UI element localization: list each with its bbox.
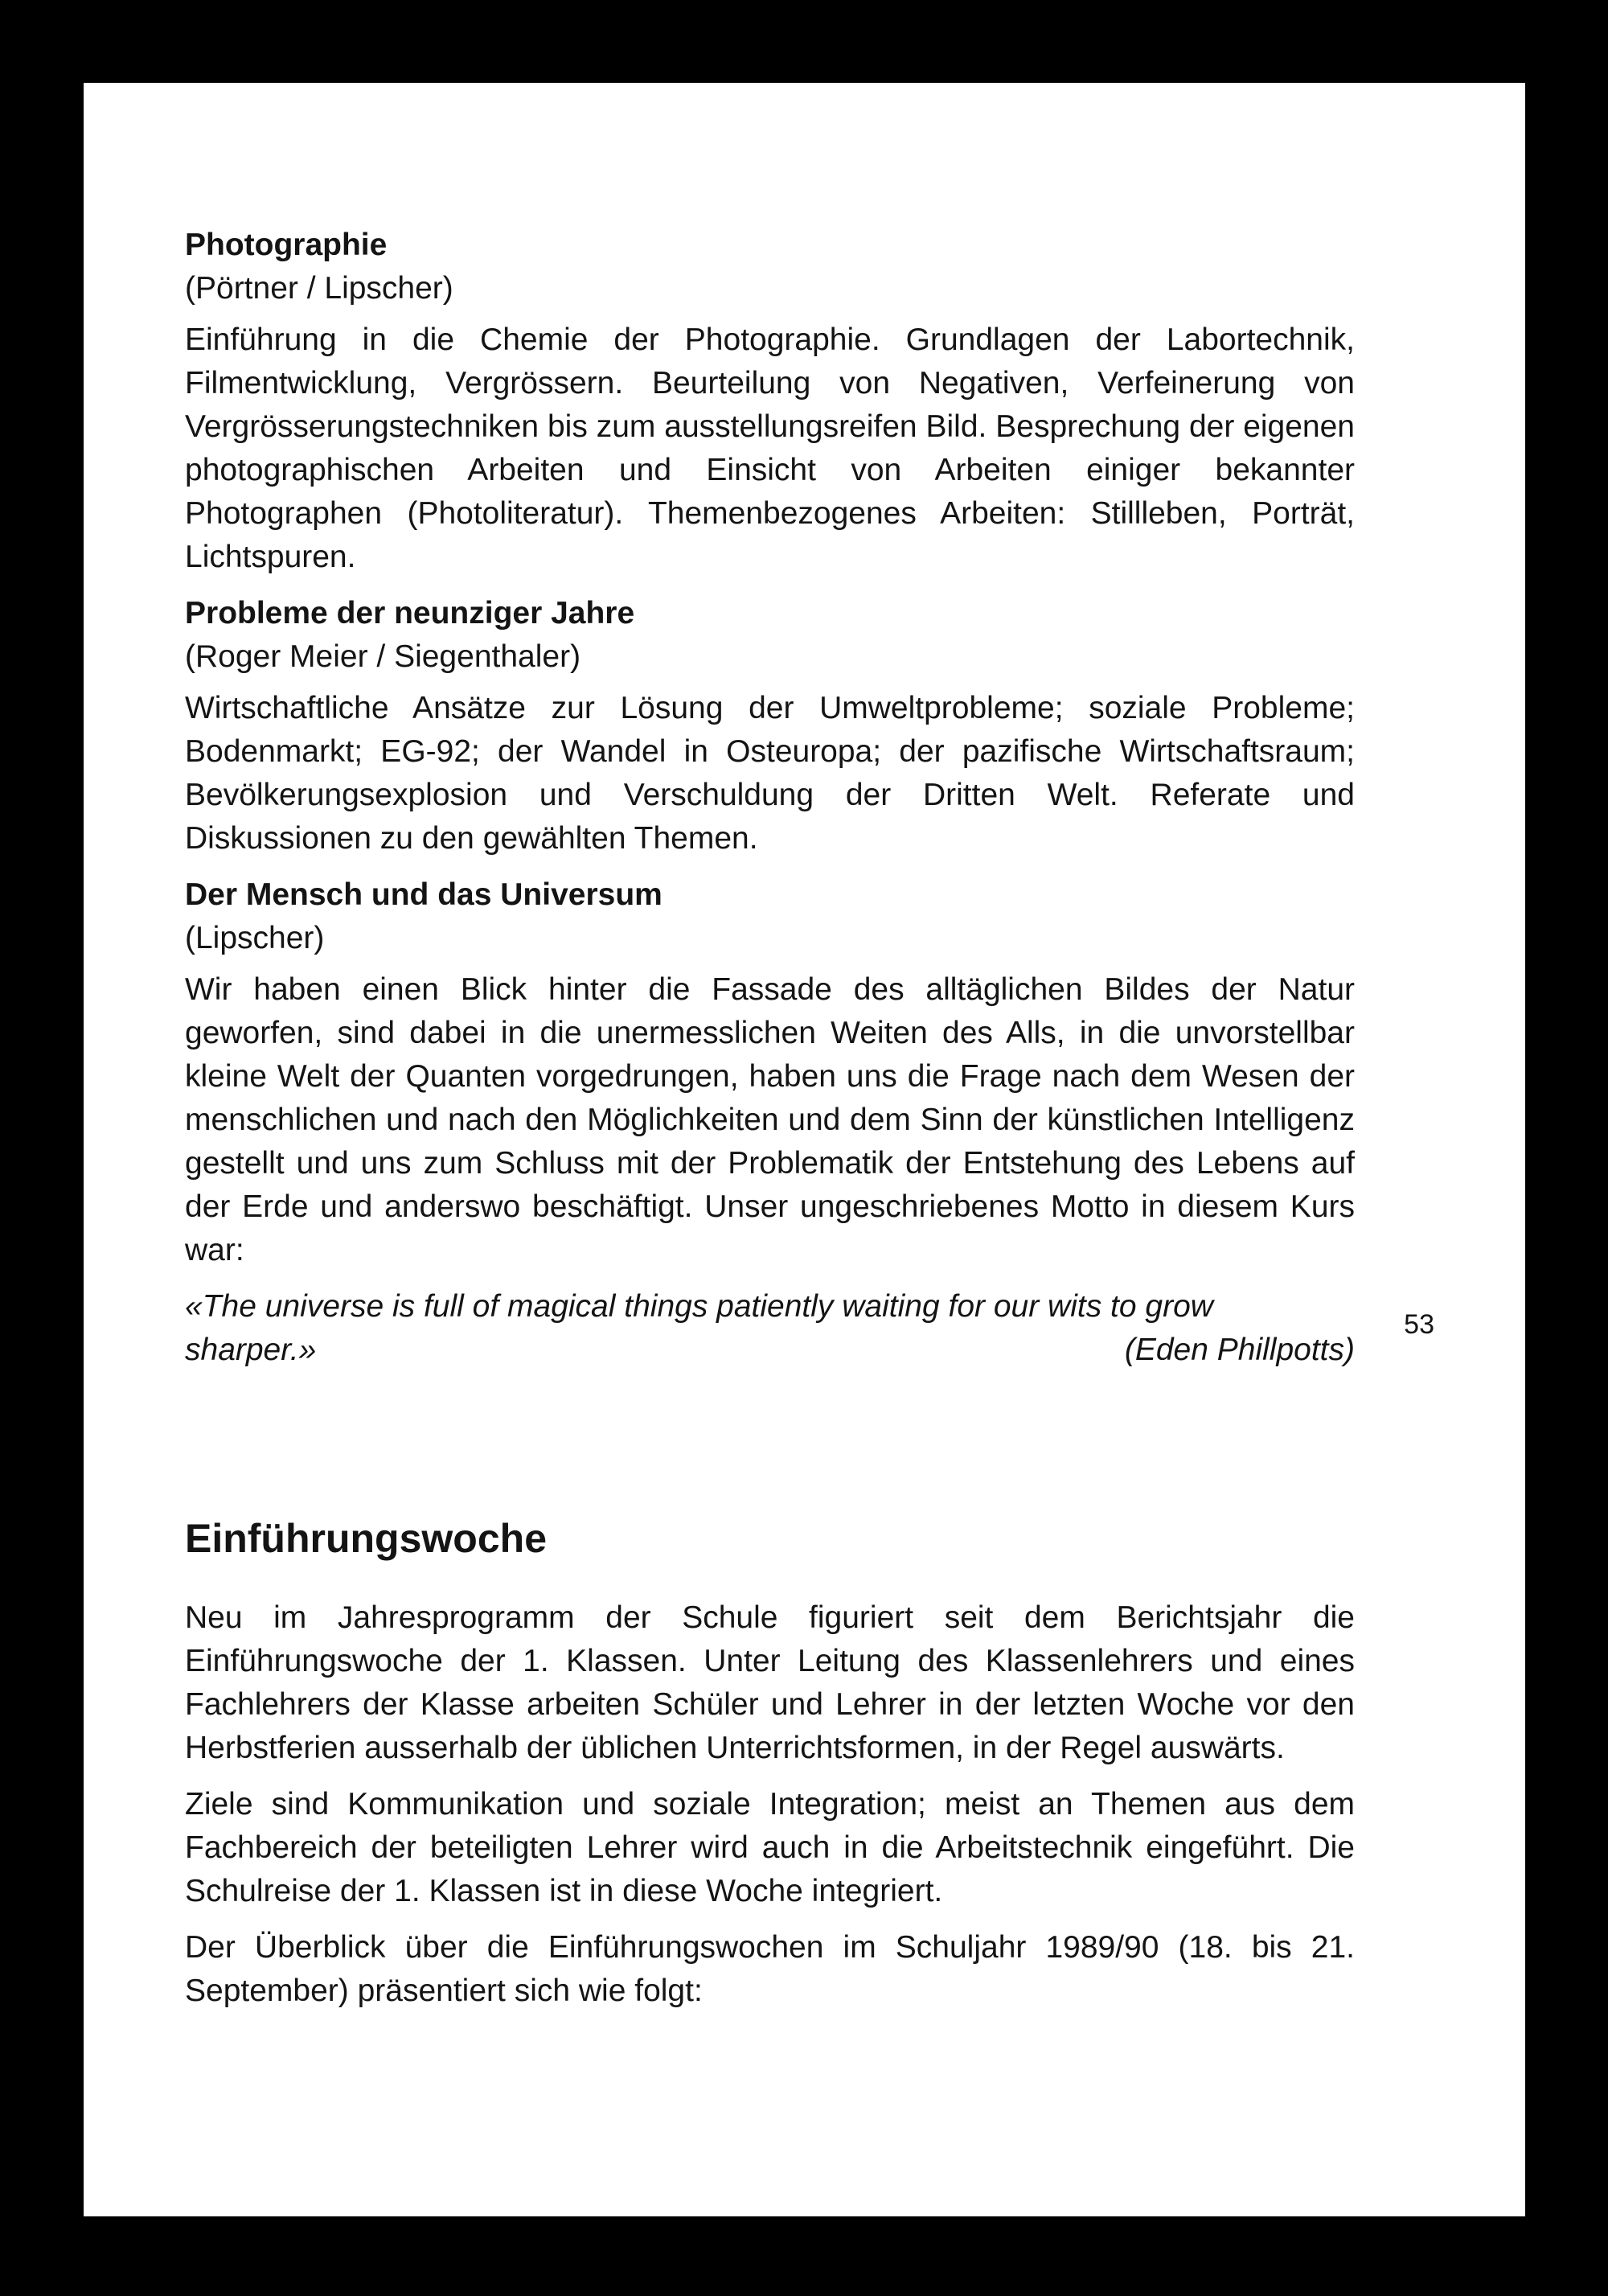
section-einfuehrungswoche — [185, 1513, 1355, 2013]
section-heading: Einführungswoche — [185, 1516, 547, 1561]
paragraph: Ziele sind Kommunikation und soziale Integration; meist an Themen aus dem Fachbereich der beteiligten Lehrer wird auch in die Arbeitstechnik eingeführt. Die Schulreise der 1. Klassen ist in diese Woche integriert. — [185, 1787, 1355, 1908]
quote-last-line — [185, 1329, 1355, 1372]
section-universum — [185, 873, 1355, 1272]
section-text: Einführung in die Chemie der Photographie. Grundlagen der Labortechnik, Filmentwicklung, Vergrössern. Beurteilung von Negativen, Verfeinerung von Vergrösserungstechniken bis zum ausstellungsreifen Bild. Besprechung der eigenen photographischen Arbeiten und Einsicht von Arbeiten einiger bekannter Photographen (Photoliteratur). Themenbezogenes Arbeiten: Stillleben, Porträt, Lichtspuren. — [185, 322, 1355, 574]
motto-quote — [185, 1285, 1355, 1372]
document-page — [84, 83, 1525, 2216]
section-photographie — [185, 224, 1355, 579]
section-probleme — [185, 592, 1355, 860]
section-authors: (Roger Meier / Siegenthaler) — [185, 639, 581, 674]
section-authors: (Pörtner / Lipscher) — [185, 271, 453, 306]
section-title: Probleme der neunziger Jahre — [185, 596, 635, 630]
page-number: 53 — [1404, 1309, 1434, 1340]
page-content — [185, 224, 1355, 2026]
section-title: Der Mensch und das Universum — [185, 877, 662, 912]
quote-line: sharper.» — [185, 1333, 317, 1367]
quote-attribution: (Eden Phillpotts) — [1124, 1333, 1355, 1367]
section-text: Wir haben einen Blick hinter die Fassade des alltäglichen Bildes der Natur geworfen, sind dabei in die unermesslichen Weiten des Alls, in die unvorstellbar kleine Welt der Quanten vorgedrungen, haben uns die Frage nach dem Wesen der menschlichen und nach den Möglichkeiten und dem Sinn der künstlichen Intelligenz gestellt und uns zum Schluss mit der Problematik der Entstehung des Lebens auf der Erde und anderswo beschäftigt. Unser ungeschriebenes Motto in diesem Kurs war: — [185, 972, 1355, 1267]
section-text: Wirtschaftliche Ansätze zur Lösung der Umweltprobleme; soziale Probleme; Bodenmarkt; EG-92; der Wandel in Osteuropa; der pazifische Wirtschaftsraum; Bevölkerungsexplosion und Verschuldung der Dritten Welt. Referate und Diskussionen zu den gewählten Themen. — [185, 691, 1355, 856]
section-title: Photographie — [185, 228, 388, 262]
paragraph: Neu im Jahresprogramm der Schule figuriert seit dem Berichtsjahr die Einführungswoche der 1. Klassen. Unter Leitung des Klassenlehrers und eines Fachlehrers der Klasse arbeiten Schüler und Lehrer in der letzten Woche vor den Herbstferien ausserhalb der üblichen Unterrichtsformen, in der Regel auswärts. — [185, 1600, 1355, 1765]
paragraph: Der Überblick über die Einführungswochen im Schuljahr 1989/90 (18. bis 21. September) präsentiert sich wie folgt: — [185, 1930, 1355, 2008]
section-authors: (Lipscher) — [185, 921, 325, 955]
quote-line: «The universe is full of magical things patiently waiting for our wits to grow — [185, 1289, 1213, 1324]
